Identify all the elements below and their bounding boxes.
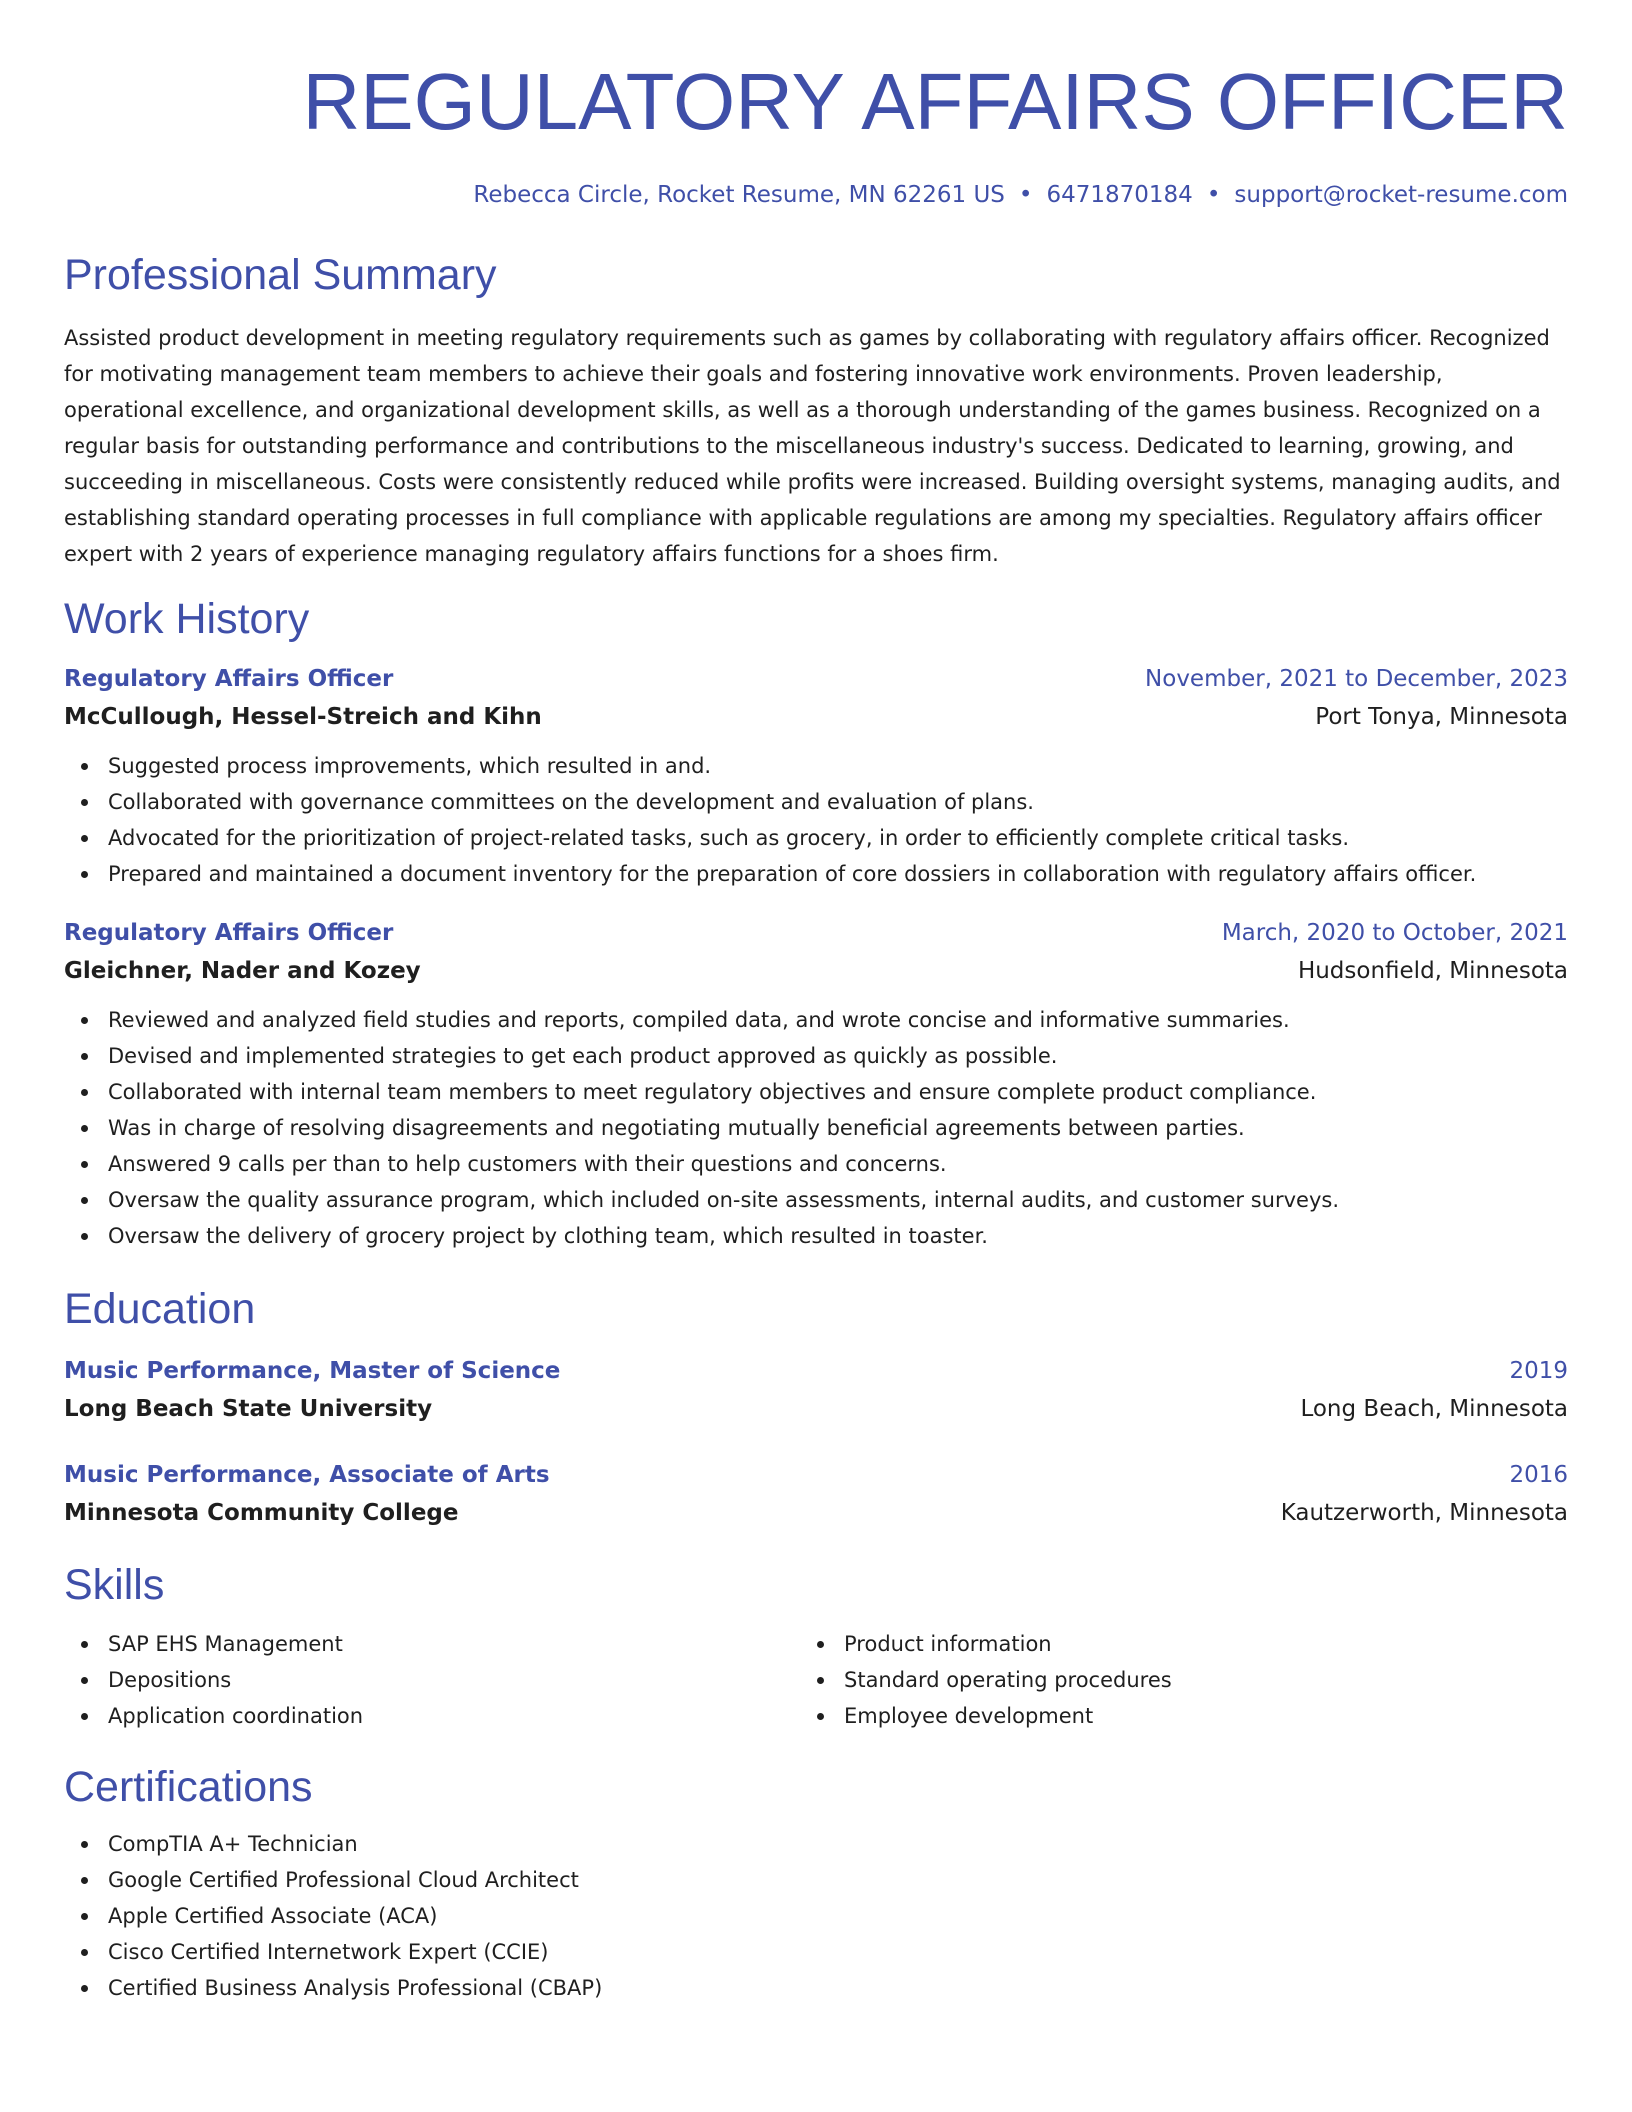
contact-line [64,180,1568,210]
certification-item: Certified Business Analysis Professional (CBAP) [64,1970,1568,2006]
list-item: Suggested process improvements, which resulted in and. [64,748,1568,784]
list-item: Collaborated with governance committees on the development and evaluation of plans. [64,784,1568,820]
job-bullets [64,748,1568,892]
job-company-row [64,952,1568,990]
list-item: Reviewed and analyzed field studies and reports, compiled data, and wrote concise and informative summaries. [64,1002,1568,1038]
skills-grid [64,1626,1568,1734]
job-company: McCullough, Hessel-Streich and Kihn [64,704,542,730]
job-entry [64,914,1568,1254]
job-title-row [64,914,1568,952]
education-entry [64,1352,1568,1428]
skills-column-right [800,1626,1536,1734]
school-row [64,1390,1568,1428]
job-company-row [64,698,1568,736]
certifications-list [64,1826,1568,2006]
school-location: Long Beach, Minnesota [1300,1396,1568,1422]
graduation-year: 2016 [1509,1462,1568,1488]
school-row [64,1494,1568,1532]
job-bullets [64,1002,1568,1254]
certification-item: Google Certified Professional Cloud Architect [64,1862,1568,1898]
address: Rebecca Circle, Rocket Resume, MN 62261 US [473,182,1005,208]
degree: Music Performance, Master of Science [64,1358,561,1384]
education-heading: Education [64,1285,256,1333]
separator-dot: • [1018,182,1033,208]
education-entry [64,1456,1568,1532]
separator-dot: • [1206,182,1221,208]
graduation-year: 2019 [1509,1358,1568,1384]
list-item: Devised and implemented strategies to get each product approved as quickly as possible. [64,1038,1568,1074]
school-name: Long Beach State University [64,1396,433,1422]
skills-column-left [64,1626,800,1734]
job-dates: March, 2020 to October, 2021 [1221,920,1568,946]
school-name: Minnesota Community College [64,1500,459,1526]
job-location: Port Tonya, Minnesota [1315,704,1568,730]
work-history-heading: Work History [64,595,310,643]
degree: Music Performance, Associate of Arts [64,1462,550,1488]
list-item: Was in charge of resolving disagreements and negotiating mutually beneficial agreements between parties. [64,1110,1568,1146]
certification-item: CompTIA A+ Technician [64,1826,1568,1862]
degree-row [64,1352,1568,1390]
skills-heading: Skills [64,1561,165,1609]
certifications-heading: Certifications [64,1763,313,1811]
list-item: Advocated for the prioritization of project-related tasks, such as grocery, in order to efficiently complete critical tasks. [64,820,1568,856]
list-item: Prepared and maintained a document inventory for the preparation of core dossiers in collaboration with regulatory affairs officer. [64,856,1568,892]
job-location: Hudsonfield, Minnesota [1297,958,1568,984]
job-title-row [64,660,1568,698]
skill-item: Employee development [800,1698,1536,1734]
list-item: Oversaw the quality assurance program, which included on-site assessments, internal audits, and customer surveys. [64,1182,1568,1218]
skill-item: Application coordination [64,1698,800,1734]
skill-item: Product information [800,1626,1536,1662]
list-item: Collaborated with internal team members to meet regulatory objectives and ensure complete product compliance. [64,1074,1568,1110]
skill-item: SAP EHS Management [64,1626,800,1662]
job-entry [64,660,1568,892]
certification-item: Cisco Certified Internetwork Expert (CCIE) [64,1934,1568,1970]
list-item: Answered 9 calls per than to help customers with their questions and concerns. [64,1146,1568,1182]
email: support@rocket-resume.com [1234,182,1568,208]
phone: 6471870184 [1046,182,1193,208]
job-position: Regulatory Affairs Officer [64,920,394,946]
summary-heading: Professional Summary [64,251,497,299]
summary-text: Assisted product development in meeting regulatory requirements such as games by collaborating with regulatory affairs officer. Recognized for motivating management team members to achieve their goals and fostering innovative work environments. Proven leadership, operational excellence, and organizational development skills, as well as a thorough understanding of the games business. Recognized on a regular basis for outstanding performance and contributions to the miscellaneous industry's success. Dedicated to learning, growing, and succeeding in miscellaneous. Costs were consistently reduced while profits were increased. Building oversight systems, managing audits, and establishing standard operating processes in full compliance with applicable regulations are among my specialties. Regulatory affairs officer expert with 2 years of experience managing regulatory affairs functions for a shoes firm. [64,326,1561,566]
certification-item: Apple Certified Associate (ACA) [64,1898,1568,1934]
school-location: Kautzerworth, Minnesota [1280,1500,1568,1526]
skill-item: Depositions [64,1662,800,1698]
job-dates: November, 2021 to December, 2023 [1145,666,1568,692]
job-position: Regulatory Affairs Officer [64,666,394,692]
degree-row [64,1456,1568,1494]
skill-item: Standard operating procedures [800,1662,1536,1698]
list-item: Oversaw the delivery of grocery project by clothing team, which resulted in toaster. [64,1218,1568,1254]
job-title: REGULATORY AFFAIRS OFFICER [302,57,1568,146]
job-company: Gleichner, Nader and Kozey [64,958,421,984]
